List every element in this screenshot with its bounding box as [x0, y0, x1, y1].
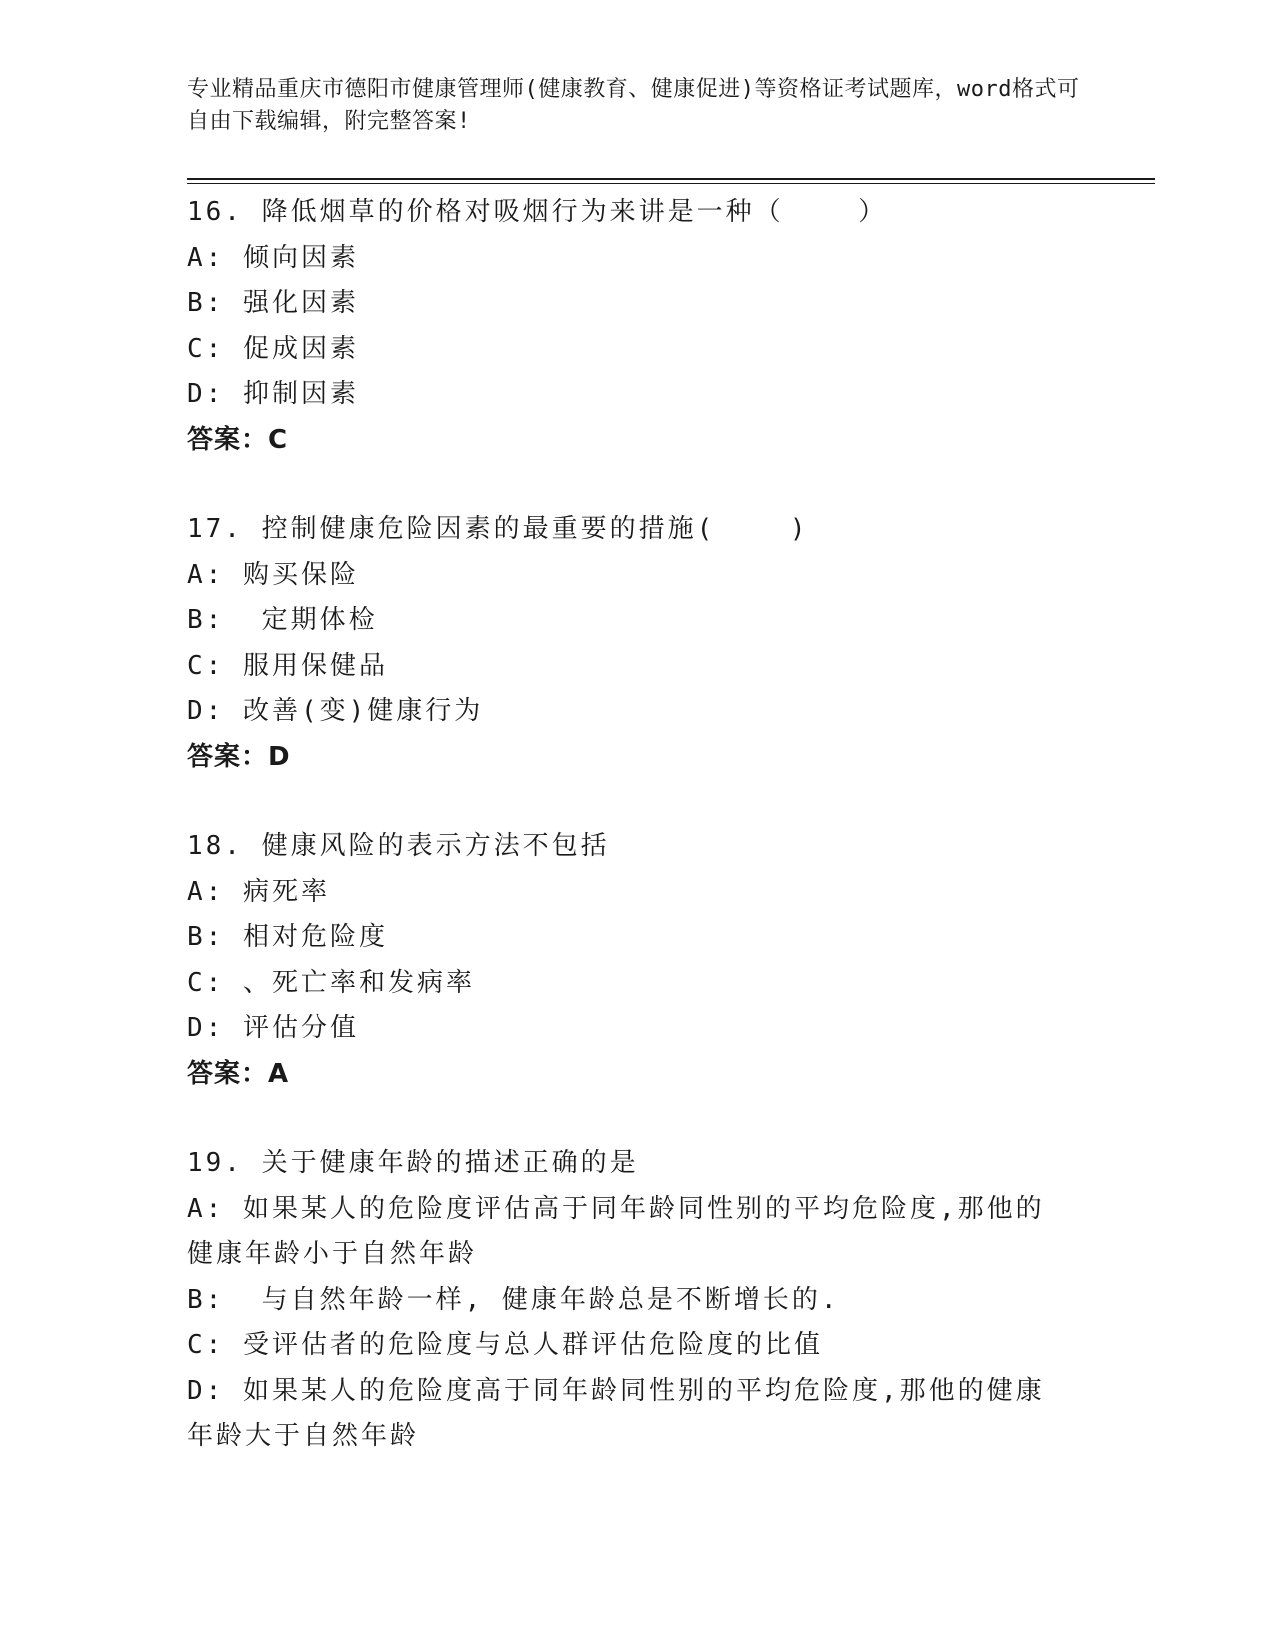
answer-line: 答案：D: [187, 741, 291, 772]
header-divider-thick: [187, 178, 1155, 180]
question-stem: 17. 控制健康危险因素的最重要的措施( ): [187, 514, 809, 544]
option-b: B: 定期体检: [187, 605, 378, 635]
header-divider-thin: [187, 183, 1155, 184]
answer-line: 答案：C: [187, 424, 289, 455]
question-19: [187, 1141, 1067, 1460]
option-a: A: 倾向因素: [187, 242, 359, 273]
answer-line: 答案：A: [187, 1058, 290, 1089]
question-17: [187, 507, 1067, 780]
option-d: D: 如果某人的危险度高于同年龄同性别的平均危险度,那他的健康年龄大于自然年龄: [187, 1375, 1045, 1451]
option-b: B: 相对危险度: [187, 922, 388, 952]
document-header: 专业精品重庆市德阳市健康管理师(健康教育、健康促进)等资格证考试题库，word格式可自由下载编辑，附完整答案!: [187, 77, 1080, 134]
option-d: D: 改善(变)健康行为: [187, 696, 484, 726]
option-d: D: 抑制因素: [187, 379, 359, 409]
option-b: B: 强化因素: [187, 288, 359, 318]
option-c: C: 服用保健品: [187, 650, 388, 681]
option-c: C: 受评估者的危险度与总人群评估危险度的比值: [187, 1330, 823, 1360]
option-c: C: 、死亡率和发病率: [187, 967, 475, 998]
question-stem: 18. 健康风险的表示方法不包括: [187, 831, 610, 861]
question-18: [187, 824, 1067, 1097]
option-a: A: 购买保险: [187, 559, 359, 590]
option-a: A: 病死率: [187, 876, 330, 907]
option-d: D: 评估分值: [187, 1013, 359, 1043]
question-stem: 19. 关于健康年龄的描述正确的是: [187, 1148, 639, 1178]
question-list: [187, 190, 1067, 1504]
option-c: C: 促成因素: [187, 333, 359, 364]
option-b: B: 与自然年龄一样, 健康年龄总是不断增长的.: [187, 1284, 840, 1315]
question-16: [187, 190, 1067, 463]
question-stem: 16. 降低烟草的价格对吸烟行为来讲是一种（ ）: [187, 197, 888, 227]
option-a: A: 如果某人的危险度评估高于同年龄同性别的平均危险度,那他的健康年龄小于自然年龄: [187, 1193, 1045, 1269]
